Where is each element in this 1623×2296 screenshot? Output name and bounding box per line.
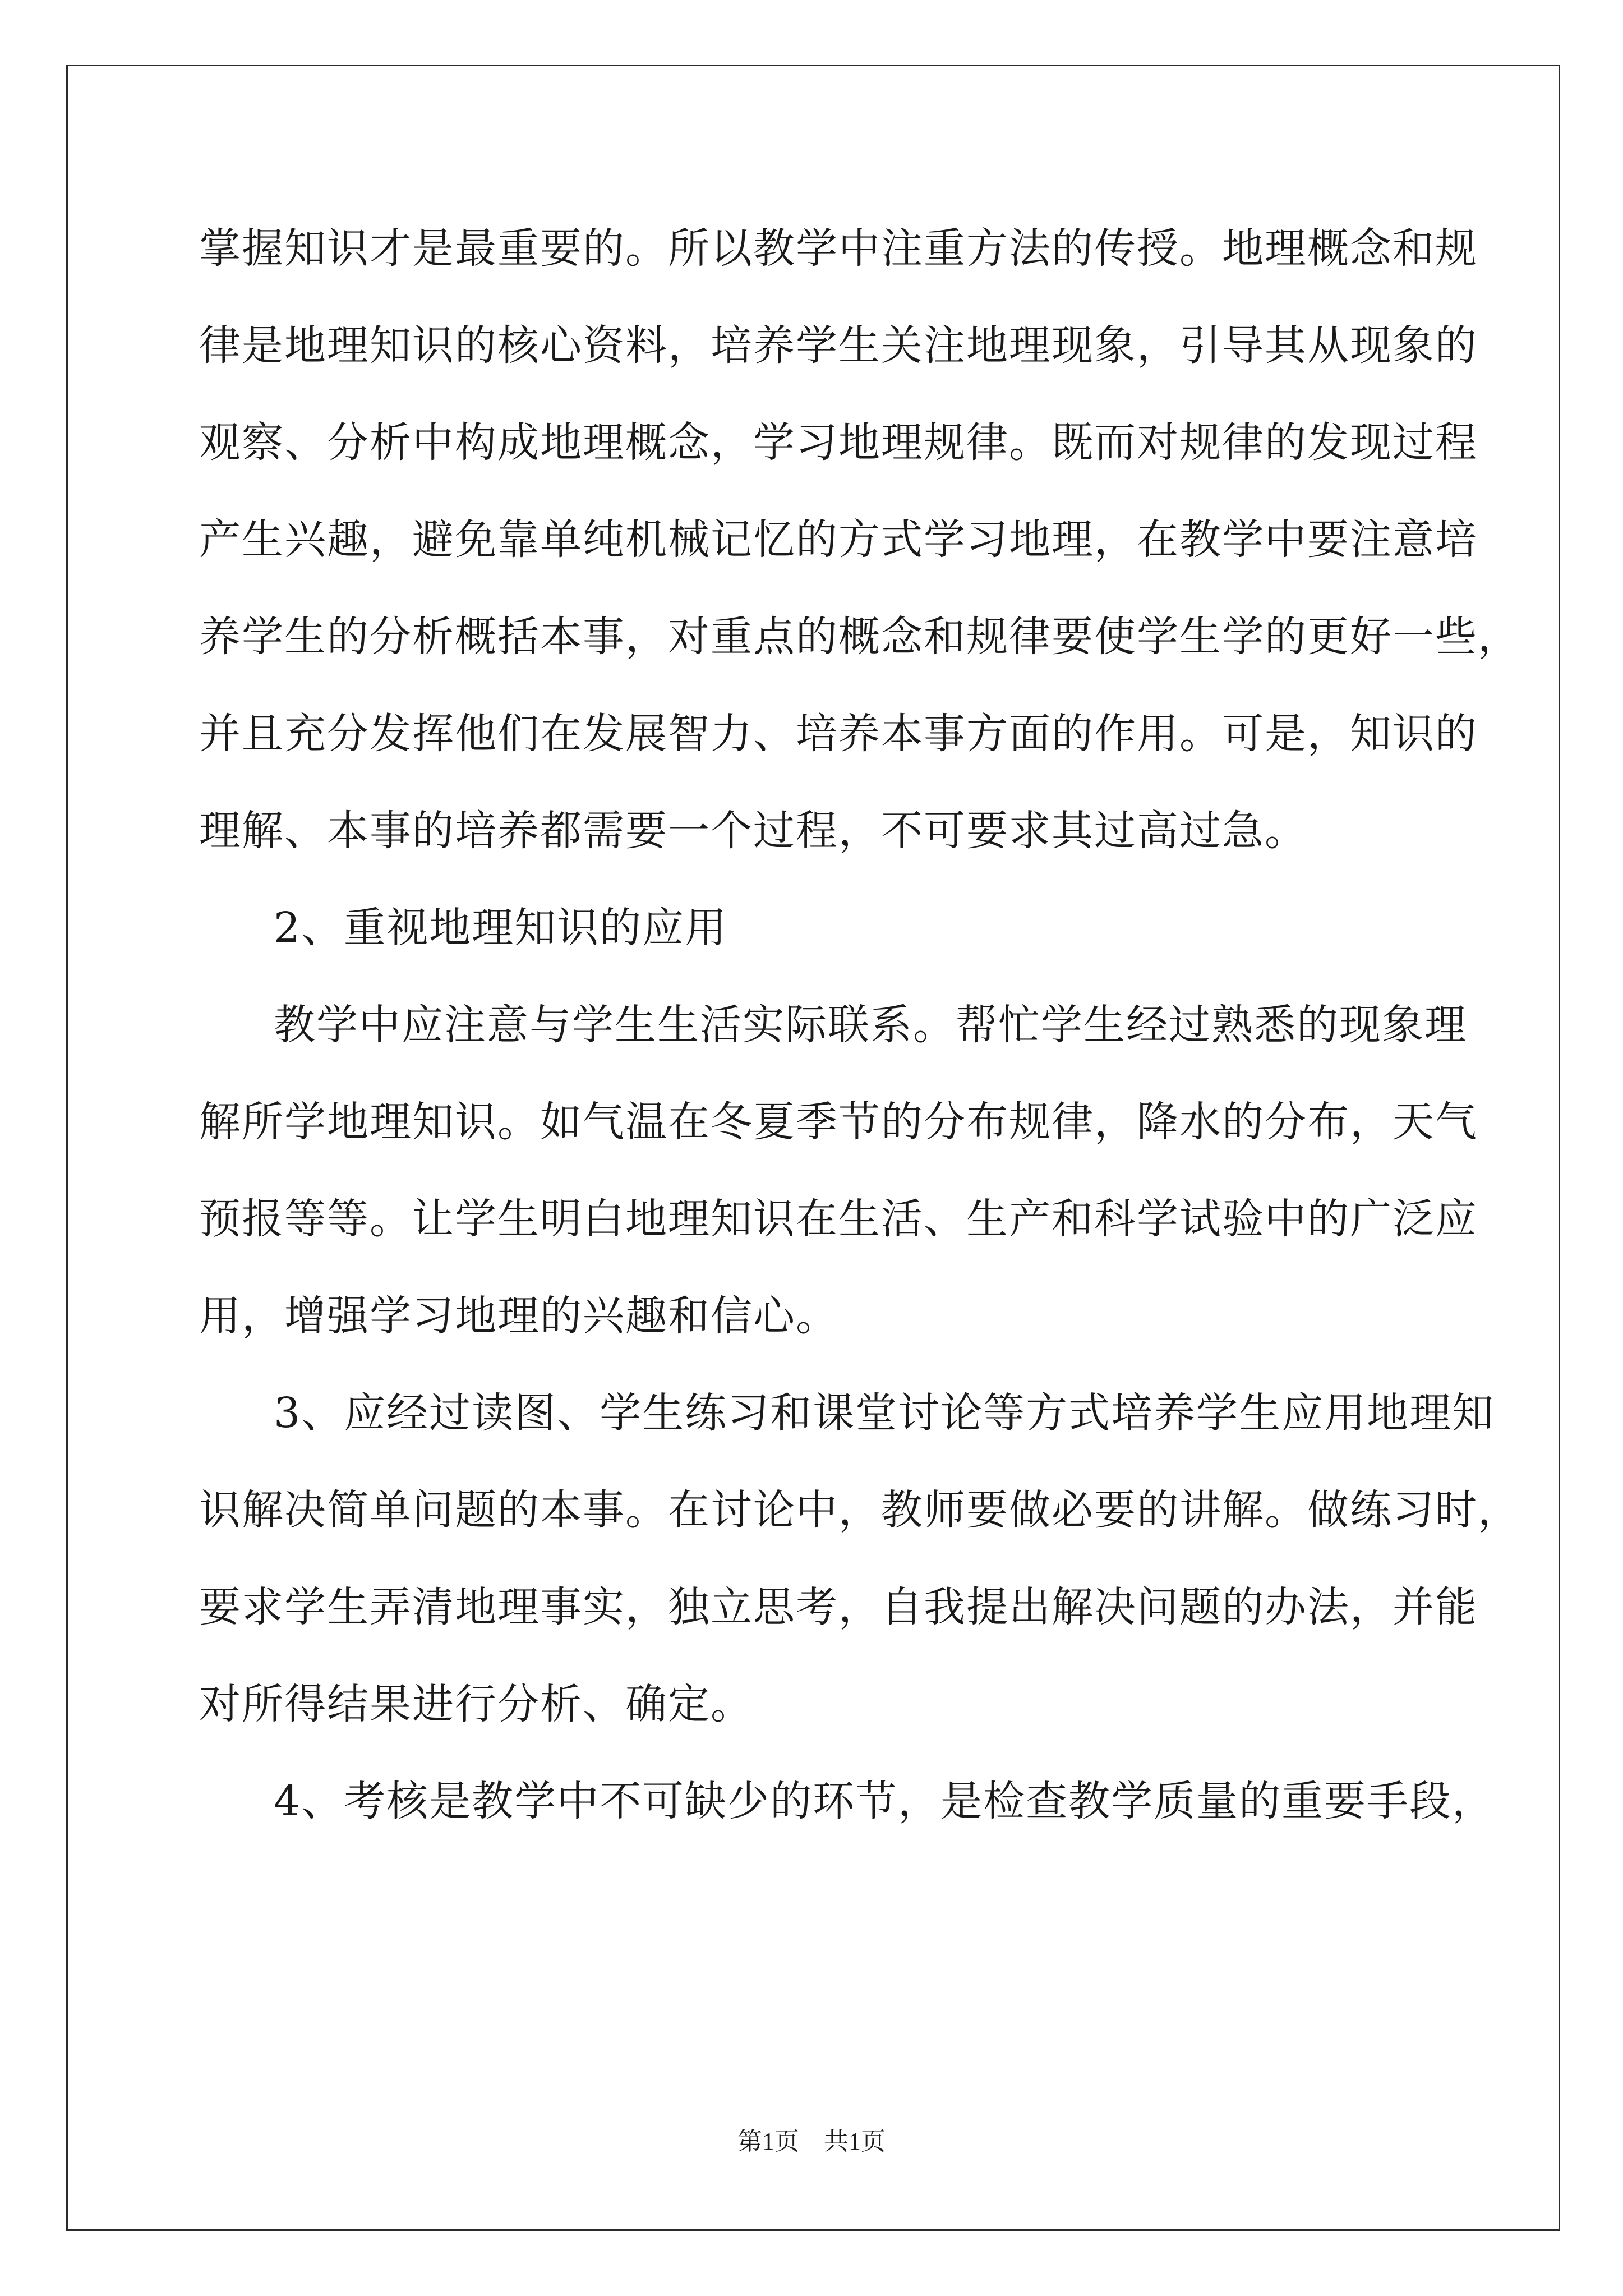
text-line: 用，增强学习地理的兴趣和信心。 — [199, 1292, 838, 1340]
text-line: 识解决简单问题的本事。在讨论中，教师要做必要的讲解。做练习时， — [199, 1486, 1520, 1534]
text-line: 并且充分发挥他们在发展智力、培养本事方面的作用。可是，知识的 — [199, 710, 1478, 758]
text-line: 养学生的分析概括本事，对重点的概念和规律要使学生学的更好一些， — [199, 613, 1520, 661]
text-line: 教学中应注意与学生生活实际联系。帮忙学生经过熟悉的现象理 — [274, 1001, 1467, 1049]
text-line: 3、应经过读图、学生练习和课堂讨论等方式培养学生应用地理知 — [274, 1389, 1495, 1437]
text-line: 律是地理知识的核心资料，培养学生关注地理现象，引导其从现象的 — [199, 321, 1478, 370]
text-line: 理解、本事的培养都需要一个过程，不可要求其过高过急。 — [199, 807, 1307, 855]
text-line: 要求学生弄清地理事实，独立思考，自我提出解决问题的办法，并能 — [199, 1583, 1478, 1631]
text-line: 产生兴趣，避免靠单纯机械记忆的方式学习地理，在教学中要注意培 — [199, 516, 1478, 564]
text-line: 4、考核是教学中不可缺少的环节，是检查教学质量的重要手段， — [274, 1777, 1495, 1825]
text-line: 观察、分析中构成地理概念，学习地理规律。既而对规律的发现过程 — [199, 418, 1478, 467]
page-footer: 第1页 共1页 — [737, 2128, 886, 2155]
section-heading: 2、重视地理知识的应用 — [274, 904, 728, 952]
text-line: 预报等等。让学生明白地理知识在生活、生产和科学试验中的广泛应 — [199, 1195, 1478, 1243]
text-line: 掌握知识才是最重要的。所以教学中注重方法的传授。地理概念和规 — [199, 224, 1478, 273]
text-line: 对所得结果进行分析、确定。 — [199, 1680, 753, 1728]
text-line: 解所学地理知识。如气温在冬夏季节的分布规律，降水的分布，天气 — [199, 1098, 1478, 1146]
